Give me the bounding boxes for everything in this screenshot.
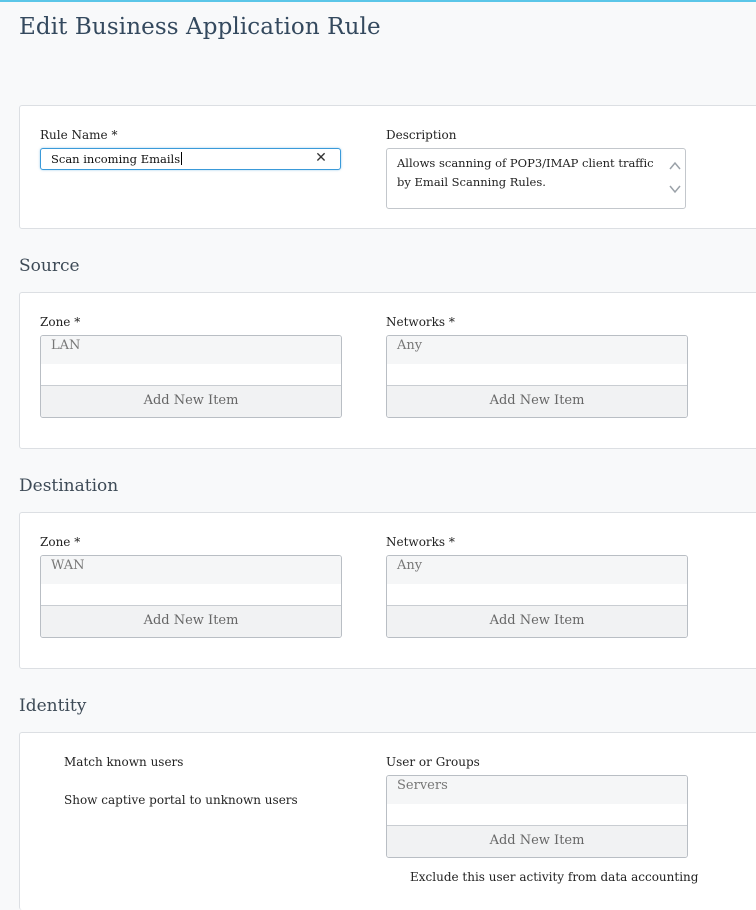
destination-section-title: Destination	[19, 476, 119, 496]
rule-name-input[interactable]	[40, 148, 341, 170]
captive-portal-label[interactable]: Show captive portal to unknown users	[64, 793, 298, 807]
destination-panel	[19, 512, 756, 669]
description-label: Description	[386, 128, 457, 142]
source-zone-list[interactable]	[40, 335, 342, 418]
identity-section-title: Identity	[19, 696, 87, 716]
source-panel	[19, 292, 756, 449]
list-item[interactable]	[41, 336, 341, 364]
source-section-title: Source	[19, 256, 80, 276]
source-networks-label: Networks *	[386, 315, 455, 329]
rule-name-value: Scan incoming Emails	[51, 152, 181, 166]
source-zone-label: Zone *	[40, 315, 81, 329]
user-groups-add-button[interactable]: Add New Item	[387, 825, 687, 857]
source-networks-list[interactable]	[386, 335, 688, 418]
page-title: Edit Business Application Rule	[19, 14, 381, 40]
description-textarea[interactable]	[386, 148, 686, 209]
general-panel	[19, 105, 756, 229]
list-item-text: Any	[397, 338, 423, 353]
list-item[interactable]	[387, 556, 687, 584]
destination-zone-list[interactable]	[40, 555, 342, 638]
list-item-text: Servers	[397, 778, 448, 793]
list-item-text: LAN	[51, 338, 81, 353]
destination-networks-add-button[interactable]: Add New Item	[387, 605, 687, 637]
destination-zone-label: Zone *	[40, 535, 81, 549]
destination-networks-list[interactable]	[386, 555, 688, 638]
description-value: Allows scanning of POP3/IMAP client traffic by Email Scanning Rules.	[397, 156, 654, 189]
chevron-up-icon[interactable]	[668, 159, 682, 173]
chevron-down-icon[interactable]	[668, 182, 682, 196]
top-accent-line	[0, 0, 756, 2]
exclude-accounting-label[interactable]: Exclude this user activity from data accounting	[410, 870, 699, 884]
list-item[interactable]	[387, 776, 687, 804]
match-known-users-label[interactable]: Match known users	[64, 755, 184, 769]
destination-zone-add-button[interactable]: Add New Item	[41, 605, 341, 637]
source-zone-add-button[interactable]: Add New Item	[41, 385, 341, 417]
user-groups-label: User or Groups	[386, 755, 480, 769]
list-item[interactable]	[41, 556, 341, 584]
rule-name-label: Rule Name *	[40, 128, 118, 142]
list-item-text: Any	[397, 558, 423, 573]
destination-networks-label: Networks *	[386, 535, 455, 549]
identity-panel	[19, 732, 756, 910]
list-item[interactable]	[387, 336, 687, 364]
source-networks-add-button[interactable]: Add New Item	[387, 385, 687, 417]
close-icon[interactable]: ✕	[315, 150, 327, 166]
user-groups-list[interactable]	[386, 775, 688, 858]
list-item-text: WAN	[51, 558, 85, 573]
